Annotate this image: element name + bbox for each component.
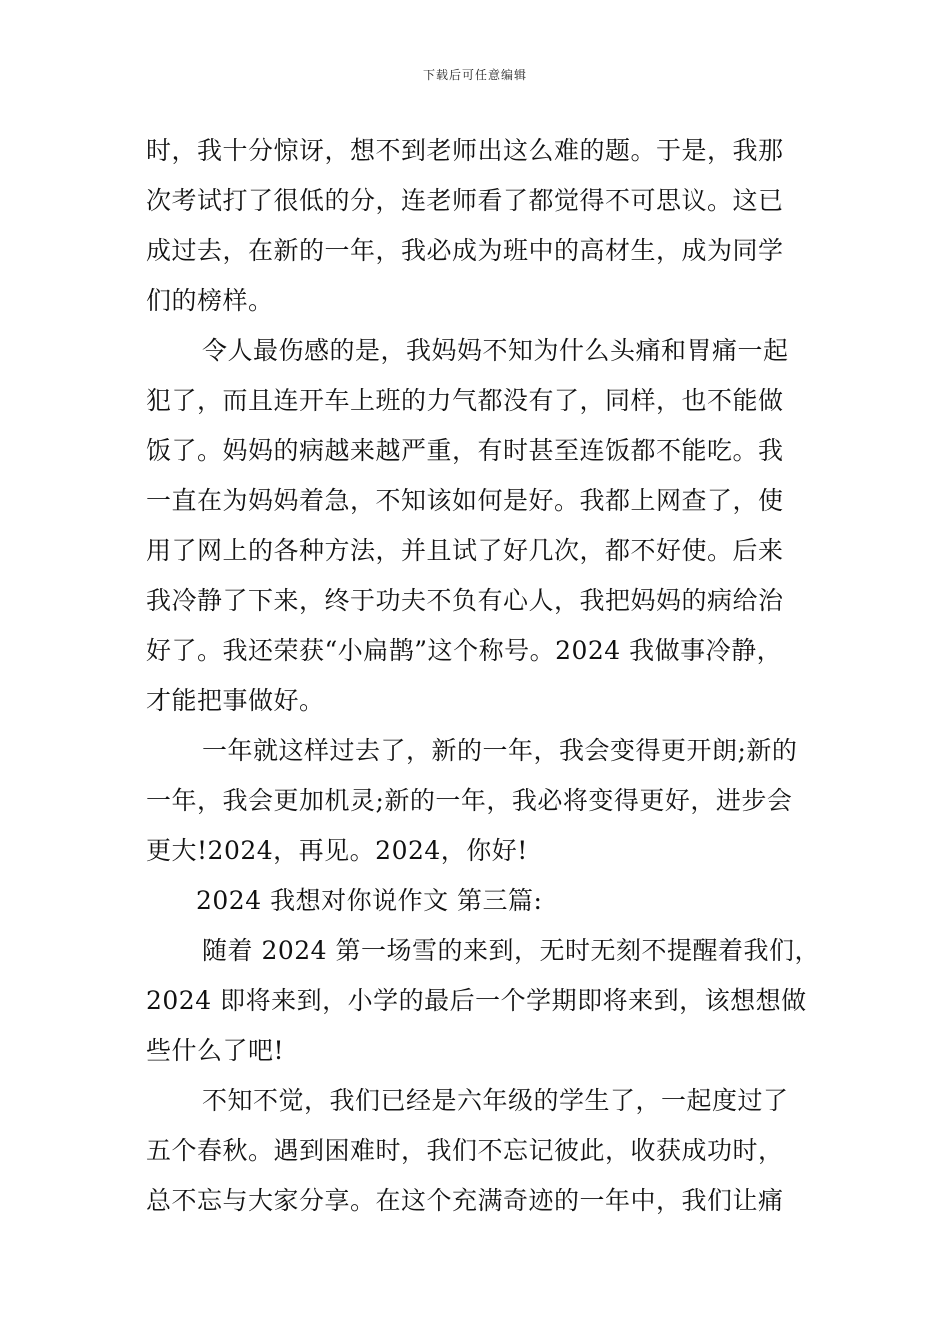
text-line: 总不忘与大家分享。在这个充满奇迹的一年中，我们让痛 bbox=[146, 1186, 784, 1215]
text-line: 饭了。妈妈的病越来越严重，有时甚至连饭都不能吃。我 bbox=[146, 436, 784, 465]
text-line: 才能把事做好。 bbox=[146, 686, 325, 715]
text-line: 随着 2024 第一场雪的来到，无时无刻不提醒着我们， bbox=[202, 936, 821, 965]
text-line: 我冷静了下来，终于功夫不负有心人，我把妈妈的病给治 bbox=[146, 586, 784, 615]
text-line: 时，我十分惊讶，想不到老师出这么难的题。于是，我那 bbox=[146, 136, 784, 165]
text-line: 五个春秋。遇到困难时，我们不忘记彼此，收获成功时， bbox=[146, 1136, 784, 1165]
text-line: 一年就这样过去了，新的一年，我会变得更开朗;新的 bbox=[202, 736, 798, 765]
text-line: 不知不觉，我们已经是六年级的学生了，一起度过了 bbox=[202, 1086, 789, 1115]
text-line: 用了网上的各种方法，并且试了好几次，都不好使。后来 bbox=[146, 536, 784, 565]
text-line: 好了。我还荣获“小扁鹊”这个称号。2024 我做事冷静， bbox=[146, 636, 783, 665]
text-line: 更大!2024，再见。2024，你好! bbox=[146, 836, 528, 865]
header-note: 下载后可任意编辑 bbox=[422, 68, 527, 82]
text-line: 成过去，在新的一年，我必成为班中的高材生，成为同学 bbox=[146, 236, 784, 265]
text-line: 令人最伤感的是，我妈妈不知为什么头痛和胃痛一起 bbox=[202, 336, 789, 365]
text-line: 们的榜样。 bbox=[146, 286, 274, 315]
body-text bbox=[146, 126, 826, 1226]
text-line: 次考试打了很低的分，连老师看了都觉得不可思议。这已 bbox=[146, 186, 784, 215]
text-line: 一直在为妈妈着急，不知该如何是好。我都上网查了，使 bbox=[146, 486, 784, 515]
text-line: 2024 即将来到，小学的最后一个学期即将来到，该想想做 bbox=[146, 986, 807, 1015]
text-line: 2024 我想对你说作文 第三篇: bbox=[196, 886, 543, 915]
text-line: 些什么了吧! bbox=[146, 1036, 285, 1065]
text-line: 犯了，而且连开车上班的力气都没有了，同样，也不能做 bbox=[146, 386, 784, 415]
text-line: 一年，我会更加机灵;新的一年，我必将变得更好，进步会 bbox=[146, 786, 793, 815]
